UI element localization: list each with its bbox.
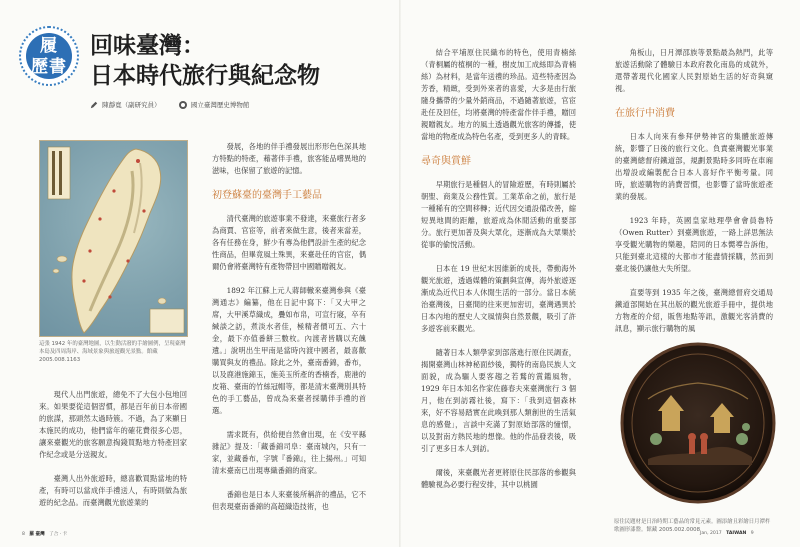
column-2	[212, 141, 366, 513]
title-line2: 日本時代旅行與紀念物	[90, 63, 320, 89]
paragraph: 日本在 19 世紀末因維新的成長，帶動海外觀光旅遊，透過媒體的策劃與宣傳，海外旅遊逐漸成為近代日本人休閒生活的一部分。當日本統治臺灣後，日臺間的往來更加密切，臺灣遇異於日本內地的歷史人文風情與自然景觀，吸引了許多遊客前來觀光。	[421, 264, 576, 333]
article-title	[90, 31, 360, 91]
badge-line1: 履	[40, 36, 58, 56]
lacquer-plate-image	[618, 339, 778, 506]
paragraph: 角板山，日月潭邵族等景點最為熱門，此等旅遊活動除了體驗日本政府教化南島的成就外，還帶著現代化國家人民對原始生活的好奇與窺視。	[615, 48, 773, 93]
paragraph: 1923 年時，英國皇家地理學會會員魯特（Owen Rutter）到臺灣旅遊，一路上詳思無法享受觀光購物的樂趣，陪同的日本嚮導告訴他，只能到臺北這樣的大都市才能盡情採購，然而到臺北後仍讓他大失所望。	[615, 216, 773, 273]
taiwan-island-illustration	[40, 141, 188, 337]
badge-line2: 歷書	[31, 57, 67, 77]
section-name: 了合 · 卡	[49, 532, 68, 537]
title-line1: 回味臺灣：	[90, 33, 205, 59]
subheading: 在旅行中消費	[615, 108, 675, 119]
column-4	[615, 47, 773, 335]
subheading: 初登蘇臺的臺灣手工藝品	[212, 190, 322, 201]
paragraph: 早期旅行是種個人的冒險遊歷，有時則屬於朝聖、商業及公務性質。工業革命之前，旅行是一種稀有的空間移轉；近代因交通設備改善，縮短異地間的距離，旅遊成為休閒活動的重要部分。旅行更加普及與大眾化，逐漸成為大眾樂於從事的偷悅活動。	[421, 180, 576, 249]
page-number-left: 8	[22, 532, 25, 537]
paragraph: 日本人向來有參拜伊勢神宮的集體旅遊傳統，影響了日後的旅行文化。負責臺灣觀光事業的臺灣總督府鐵道部，規劃景點時多同時在車廂出增設或編製配合日本人喜好作平衡考量。同時，旅遊購物的消費習慣，也影響了當時旅遊產業的發展。	[615, 132, 773, 201]
paragraph: 直要等到 1935 年之後，臺灣總督府交通局鐵道部開始在其出版的觀光旅遊手冊中，提供地方物產的介紹，販售地點等訊，激觀光客消費的訊息，顯示旅行購物的風	[615, 288, 773, 333]
paragraph: 發展，各地的伴手禮發展出形形色色深具地方特點的特產，藉著伴手禮，旅客能品嚐異地的滋味，也保留了旅遊的記憶。	[212, 142, 366, 175]
byline	[90, 100, 249, 109]
page-number-right: 9	[750, 531, 754, 536]
affiliation: 國立臺灣歷史博物館	[190, 101, 250, 109]
magazine-name-right: TAIWAN	[726, 531, 747, 536]
issue-date: Jan, 2017	[700, 531, 722, 536]
author: 陳靜寬（副研究員）	[102, 101, 161, 109]
paragraph: 臺灣人出外旅遊時，總喜歡買點當地的特產，有時可以當成伴手禮送人，有時則做為旅遊的紀念品。而臺灣觀光旅遊業的	[39, 474, 187, 507]
museum-logo-icon	[179, 101, 187, 109]
paragraph: 需求既有，供給便自然會出現，在《安平縣雜記》提及：「藏番錦司阜：臺南城內，只有一家，並藏番布，字號『番錦』，往上揚州。」可知清末臺南已出現專織番錦的商家。	[212, 430, 366, 475]
pen-icon	[90, 101, 98, 109]
paragraph: 結合平埔原住民織布的特色，使用青楠絲（青桐屬的植桐的一種，樹皮加工成絲即為青楠絲）為材料，是當年送禮的珍品。這些特產因為芳香，精緻，受到外來者的喜愛，大多是由行旅隨身攜帶的少量外銷商品，不過隨著旅遊，官宦赴任及回任，均將臺灣的特產當作伴手禮，贈回親贈親友。地方的風土透過觀光旅客的傳播，使當地的物產成為特色名產，受到更多人的青睞。	[421, 48, 576, 141]
column-1	[39, 389, 187, 509]
footer-left	[22, 531, 67, 537]
badge-label	[26, 33, 72, 79]
paragraph: 番錦也是日本人來臺後所稱許的禮品，它不但表現臺南番錦的高超織造技術，也	[212, 490, 366, 511]
subheading: 尋奇與賞鮮	[421, 156, 471, 167]
magazine-name-left: 羅 臺灣	[29, 532, 45, 537]
paragraph: 現代人出門旅遊，總免不了大包小包地回來。如果要從這個習慣，都是百年前日本帝國的旅謀，那頭然太過時簇。不過，為了來顯日本施民的成功，他們當年的確花費很多心思，讓來臺觀光的旅客願意掏錢買點地方特產回家作紀念或是分送親友。	[39, 390, 187, 459]
column-3	[421, 47, 576, 491]
footer-right	[700, 531, 754, 536]
column-badge	[19, 26, 79, 86]
paragraph: 清代臺灣的旅遊事業不發達，來臺旅行者多為商賈、官宦等，前者來做生意，後者來當差，各有任務在身，鮮少有專為他們設計生產的紀念性商品，但畢竟風土殊異，來臺赴任的官宦，偶爾仍會將臺灣特有產物帶回中國贈贈親友。	[212, 214, 366, 271]
paragraph: 1892 年江蘇上元人蔣師轍來臺灣參與《臺灣通志》編纂，他在日記中寫下：「又大甲之席，大甲溪草織成，疊如布帛，可宣行寢，卒有緘談之訪，煮淡水者佳，極精者價可五、六十金，最下亦值番餅三數枚。內渡者皆購以充餽遺。」說明出生甲南是當時內渡中國者，最喜歡購買與友的禮品。除此之外，臺南番錦，番布，以及鹿港施錦玉，施美玉所產的香楠香，鹿港的皮箱、臺南的竹絲冠帽等，都是清末臺灣別具特色的手工藝品，曾成為來臺者採購伴手禮的首選。	[212, 286, 366, 415]
paragraph: 爾後，來臺觀光者更將原住民部落的參觀與體驗視為必要行程安排，其中以桃園	[421, 468, 576, 489]
paragraph: 隨著日本人類學家到部落進行原住民調查，揭開臺灣山林神秘面紗後，獨特的南島民族人文面貌，成為驅人要客趨之若鶩的賞鑑風物，1929 年日本知名作家佐藤春夫來臺灣旅行 3 個月，他在到訪霧社後，寫下：「我到這個森林來，好不容易踏實在此喚到那人類創世的生活氣息的感覺」，言談中充滿了對原始部落的憧憬，以及對南方熱民地的想像。他的作品發表後，吸引了更多日本人到訪。	[421, 348, 576, 453]
plate-caption: 原住民題材是日治時期工藝品的常見元素。圖添繪且彩繪日月潭杵歌圖形漆盤。館藏 2005.002.0008	[614, 519, 771, 533]
page-gutter	[399, 0, 401, 547]
map-caption: 這張 1942 年的臺灣地圖，以生動活潑的手繪圖例，呈現臺灣本島及四周海岸、海域景象與旅遊觀光景點。館藏 2005.008.1163	[39, 341, 186, 363]
taiwan-map-image	[39, 140, 188, 337]
